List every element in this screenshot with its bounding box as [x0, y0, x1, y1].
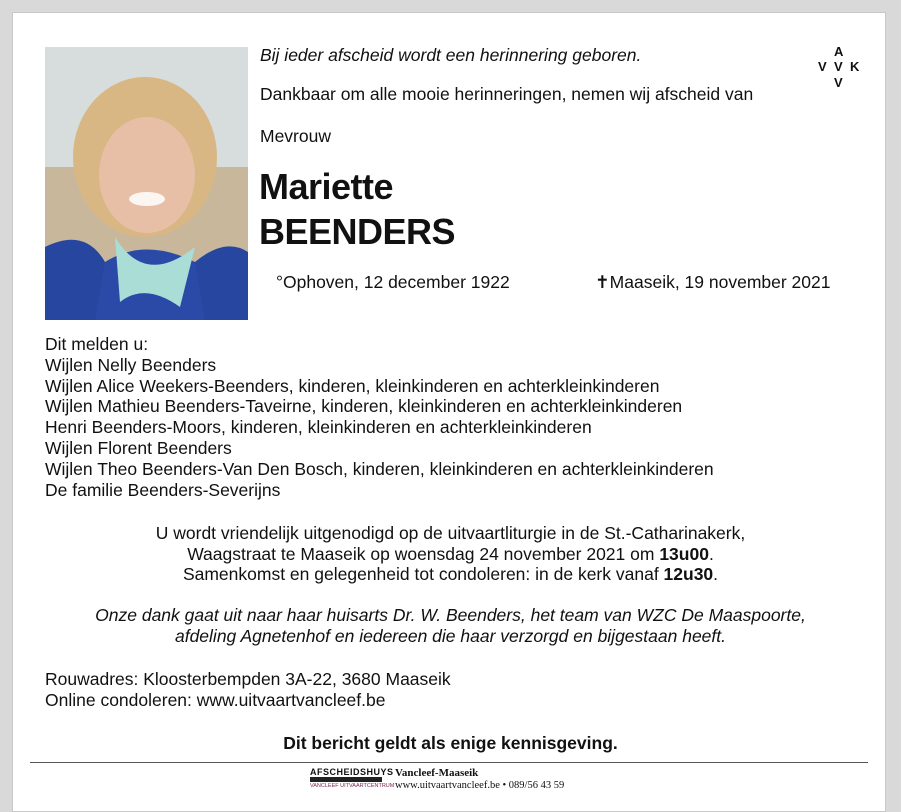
service-info	[0, 523, 901, 585]
funeral-home-name: Vancleef-Maaseik	[395, 767, 479, 779]
service-text: Samenkomst en gelegenheid tot condoleren: in de kerk vanaf	[182, 564, 664, 584]
service-text: .	[713, 564, 719, 584]
death-date: ✝Maaseik, 19 november 2021	[595, 272, 831, 292]
cross-logo	[815, 44, 863, 94]
family-line: Wijlen Mathieu Beenders-Taveirne, kinderen, kleinkinderen en achterkleinkinderen	[45, 396, 683, 417]
logo-letter: V	[818, 59, 827, 74]
family-list	[45, 334, 714, 500]
thanks-line: Onze dank gaat uit naar haar huisarts Dr. W. Beenders, het team van WZC De Maaspoorte,	[95, 605, 806, 625]
service-line: U wordt vriendelijk uitgenodigd op de uitvaartliturgie in de St.-Catharinakerk,	[155, 523, 746, 543]
online-condolence: Online condoleren: www.uitvaartvancleef.be	[45, 690, 386, 710]
service-text: .	[708, 543, 714, 564]
funeral-home-logo-text: AFSCHEIDSHUYS	[310, 767, 394, 777]
service-line	[0, 544, 901, 565]
family-line: Wijlen Theo Beenders-Van Den Bosch, kinderen, kleinkinderen en achterkleinkinderen	[45, 458, 714, 479]
last-name: BEENDERS	[259, 211, 456, 252]
thanks-text	[0, 605, 901, 646]
funeral-home-footer	[305, 765, 605, 795]
logo-letter: K	[850, 59, 860, 74]
funeral-home-contact: www.uitvaartvancleef.be • 089/56 43 59	[395, 780, 565, 791]
birth-date: °Ophoven, 12 december 1922	[276, 272, 510, 292]
intro-text: Dankbaar om alle mooie herinneringen, nemen wij afscheid van	[260, 84, 754, 104]
mourning-address: Rouwadres: Kloosterbempden 3A-22, 3680 Maaseik	[45, 669, 451, 689]
address-block	[45, 669, 451, 711]
logo-letter: A	[834, 44, 844, 59]
family-line: Wijlen Alice Weekers-Beenders, kinderen, kleinkinderen en achterkleinkinderen	[45, 375, 660, 396]
funeral-home-logo-sub: VANCLEEF UITVAARTCENTRUM	[310, 783, 395, 789]
family-line: Henri Beenders-Moors, kinderen, kleinkinderen en achterkleinkinderen	[45, 417, 592, 438]
condolence-time: 12u30	[663, 564, 714, 584]
service-line	[0, 564, 901, 585]
family-line: De familie Beenders-Severijns	[45, 479, 281, 500]
logo-letter: V	[834, 59, 843, 74]
portrait-photo	[45, 47, 248, 320]
service-text: Waagstraat te Maaseik op woensdag 24 november 2021 om	[187, 543, 660, 564]
motto: Bij ieder afscheid wordt een herinnering geboren.	[260, 45, 642, 65]
family-line: Wijlen Florent Beenders	[45, 437, 232, 458]
first-name: Mariette	[259, 166, 394, 207]
footer-divider	[30, 762, 868, 763]
family-heading: Dit melden u:	[45, 334, 149, 354]
service-time: 13u00	[659, 543, 709, 564]
family-line: Wijlen Nelly Beenders	[45, 354, 217, 375]
thanks-line: afdeling Agnetenhof en iedereen die haar verzorgd en bijgestaan heeft.	[174, 625, 726, 646]
logo-letter: V	[834, 75, 843, 90]
funeral-home-logo-bar	[310, 777, 382, 782]
salutation: Mevrouw	[260, 126, 331, 146]
notice-text: Dit bericht geldt als enige kennisgeving.	[283, 733, 618, 753]
